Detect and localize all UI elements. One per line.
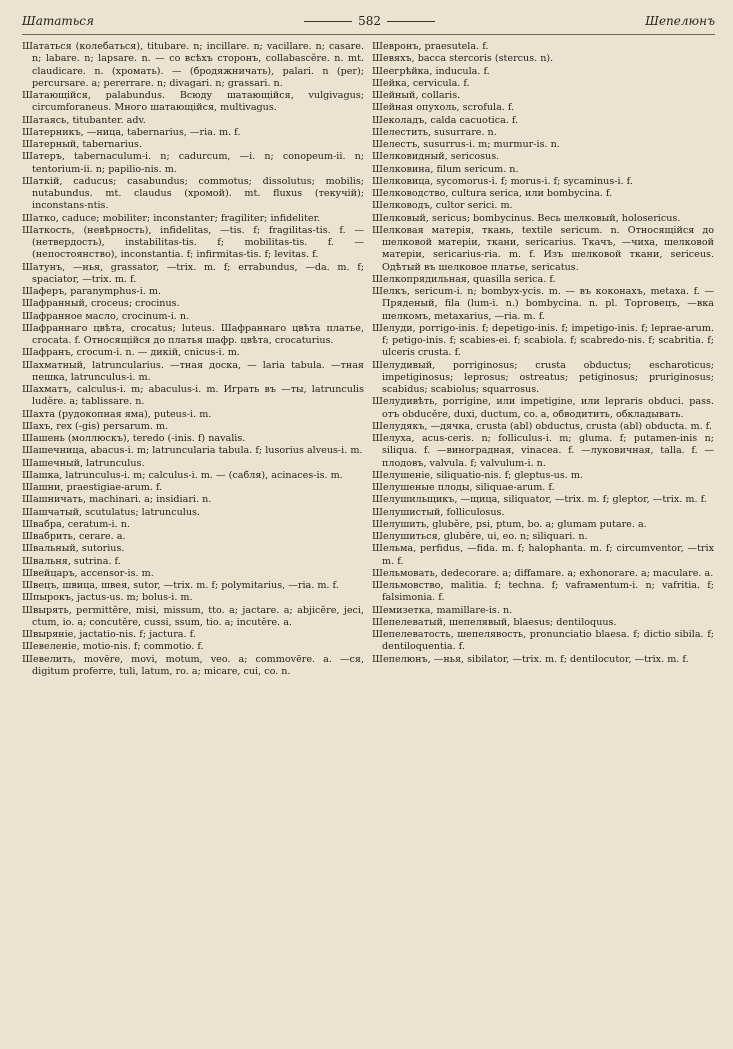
dictionary-entry: Шевяхъ, bacca stercoris (stercus. n).: [372, 53, 554, 65]
dictionary-entry: Шелестъ, susurrus-i. m; murmur-is. n.: [372, 139, 560, 150]
dictionary-entry: Шатерникъ, —ница, tabernarius, —ria. m. f.: [22, 126, 241, 138]
page-header: [22, 8, 715, 35]
dictionary-entry: Шелушистый, folliculosus.: [372, 506, 505, 518]
header-rule-left: [304, 21, 352, 22]
dictionary-entry: Шелушильщикъ, —щица, siliquator, —trix. m. f; gleptor, —trix. m. f.: [372, 494, 707, 506]
dictionary-entry: Швырять, permittĕre, misi, missum, tto. a; jactare. a; abjicĕre, jeci, ctum, io. a; concutĕre, cussi, ssum, tio. a; incutĕre. a.: [22, 604, 364, 628]
dictionary-entry: Шашни, praestigiae-arum. f.: [22, 482, 163, 493]
dictionary-entry: Шататься (колебаться), titubare. n; incillare. n; vacillare. n; casare. n; labare. n; lapsare. n. — со всѣхъ сторонъ, collabascĕre. n. mt. claudicare. n. (хромать). — (бродяжничать), palari. n (per); percursare. a; pererrare. n; divagari. n; grassari. n.: [22, 41, 364, 89]
dictionary-entry: Шелушеные плоды, siliquae-arum. f.: [372, 482, 555, 493]
dictionary-entry: Шейный, collaris.: [372, 90, 461, 101]
dictionary-entry: Шепелеватый, шепелявый, blaesus; dentiloquus.: [372, 616, 617, 628]
dictionary-entry: Шелудивый, porriginosus; crusta obductus; escharoticus; impetiginosus; leprosus; ostreatus; petiginosus; pruriginosus; scabidus; scabiolus; squarrosus.: [372, 359, 714, 395]
dictionary-entry: Шельмовать, dedecorare. a; diffamare. a; exhonorare. a; maculare. a.: [372, 567, 714, 579]
dictionary-entry: Шатерный, tabernarius.: [22, 139, 143, 150]
dictionary-entry: Шелкъ, sericum-i. n; bombyx-ycis. m. — въ коконахъ, metaxa. f. — Пряденый, fila (lum-i. n.) bombycina. n. pl. Торговецъ, —вка шелкомъ, metaxarius, —ria. m. f.: [372, 286, 714, 322]
dictionary-entry: Шафранный, croceus; crocinus.: [22, 298, 180, 310]
dictionary-entry: Швальня, sutrina. f.: [22, 555, 121, 567]
dictionary-entry: Шелудивѣть, porrigine, или impetigine, или lepraris obduci. pass. отъ obducĕre, duxi, ductum, co. a, обводитить, обкладывать.: [372, 396, 714, 420]
dictionary-entry: Шелуди, porrigo-inis. f; depetigo-inis. f; impetigo-inis. f; leprae-arum. f; petigo-inis. f; scabies-ei. f; scabiola. f; scabredo-nis. f; scabritia. f; ulceris crusta. f.: [372, 322, 714, 359]
dictionary-entry: Шейная опухоль, scrofula. f.: [372, 102, 515, 114]
dictionary-entry: Шелковица, sycomorus-i. f; morus-i. f; sycaminus-i. f.: [372, 175, 633, 187]
dictionary-entry: Шельма, perfidus, —fida. m. f; halophanta. m. f; circumventor, —trix m. f.: [372, 543, 714, 567]
dictionary-entry: Шафраннаго цвѣта, crocatus; luteus. Шафраннаго цвѣта платье, crocata. f. Относящійся до платья шафр. цвѣта, crocaturius.: [22, 322, 364, 346]
dictionary-entry: Шафранное масло, crocinum-i. n.: [22, 310, 190, 322]
dictionary-entry: Швыряніе, jactatio-nis. f; jactura. f.: [22, 629, 196, 640]
dictionary-entry: Шелкопрядильная, quasilla serica. f.: [372, 273, 556, 285]
dictionary-entry: Шельмовство, malitia. f; techna. f; vafrамentum-i. n; vafritia. f; falsimonia. f.: [372, 580, 714, 604]
dictionary-entry: Шаферъ, paranymphus-i. m.: [22, 286, 162, 297]
dictionary-entry: Шелушеніе, siliquatio-nis. f; gleptus-us. m.: [372, 469, 583, 481]
dictionary-entry: Шахта (рудокопная яма), puteus-i. m.: [22, 408, 212, 420]
dictionary-entry: Шатунъ, —нья, grassator, —trix. m. f; errabundus, —da. m. f; spaciator, —trix. m. f.: [22, 261, 364, 285]
dictionary-entry: Шашень (моллюскъ), teredo (-inis. f) navalis.: [22, 433, 246, 444]
dictionary-entry: Шелковина, filum sericum. n.: [372, 163, 519, 175]
dictionary-entry: Шемизетка, mamillare-is. n.: [372, 604, 513, 616]
dictionary-entry: Шелудякъ, —дячка, crusta (abl) obductus, crusta (abl) obducta. m. f.: [372, 420, 712, 432]
dictionary-entry: Шевронъ, praesutela. f.: [372, 41, 489, 52]
dictionary-entry: Швейцаръ, accensor-is. m.: [22, 567, 154, 579]
left-column: [22, 41, 364, 678]
dictionary-entry: Шеколадъ, calda cacuotica. f.: [372, 114, 519, 126]
dictionary-entry: Шаткость, (невѣрность), infidelitas, —tis. f; fragilitas-tis. f. — (нетвердость), instabilitas-tis. f; mobilitas-tis. f. — (непостоянство), inconstantia. f; infirmitas-tis. f; levitas. f.: [22, 224, 364, 261]
dictionary-entry: Шелуха, acus-ceris. n; folliculus-i. m; gluma. f; putamen-inis n; siliqua. f. —виноградная, vinacea. f. —луковичная, talla. f. —плодовъ, valvula. f; valvulum-i. n.: [372, 433, 714, 469]
dictionary-entry: Шепелюнъ, —нья, sibilator, —trix. m. f; dentilocutor, —trix. m. f.: [372, 653, 689, 665]
dictionary-entry: Швальный, sutorius.: [22, 543, 125, 555]
dictionary-entry: Шелковая матерія, ткань, textile sericum. n. Относящійся до шелковой матеріи, ткани, sericarius. Ткачъ, —чиха, шелковой матеріи, sericarius-ria. m. f. Изъ шелковой ткани, sericeus. Одѣтый въ шелковое платье, sericatus.: [372, 224, 714, 273]
header-rule-right: [387, 21, 435, 22]
dictionary-entry: Шашечный, latrunculus.: [22, 457, 145, 469]
dictionary-entry: Швабрить, cerare. a.: [22, 531, 126, 542]
dictionary-entry: Шевеленіе, motio-nis. f; commotio. f.: [22, 641, 204, 653]
dictionary-entry: Шелковый, sericus; bombycinus. Весь шелковый, holosericus.: [372, 212, 681, 224]
dictionary-entry: Шелковидный, sericosus.: [372, 151, 500, 163]
dictionary-entry: Шашничать, machinari. a; insidiari. n.: [22, 494, 212, 506]
dictionary-entry: Швецъ, швица, швея, sutor, —trix. m. f; polymitarius, —ria. m. f.: [22, 580, 339, 591]
dictionary-entry: Шашчатый, scutulatus; latrunculus.: [22, 506, 200, 518]
dictionary-entry: Шейка, cervicula. f.: [372, 77, 470, 89]
dictionary-entry: Шевелить, movēre, movi, motum, veo. a; commovēre. a. —ся, digitum proferre, tuli, latum, ro. a; micare, cui, co. n.: [22, 653, 364, 677]
dictionary-entry: Шахъ, rex (-gis) persarum. m.: [22, 420, 169, 432]
dictionary-entry: Шатающійся, palabundus. Всюду шатающійся, vulgivagus; circumforaneus. Много шатающійся, multivagus.: [22, 90, 364, 114]
dictionary-entry: Шпырокъ, jactus-us. m; bolus-i. m.: [22, 592, 193, 604]
dictionary-entry: Шашечница, abacus-i. m; latruncularia tabula. f; lusorius alveus-i. m.: [22, 445, 363, 457]
dictionary-entry: Шахматный, latruncularius. —тная доска, — laria tabula. —тная пешка, latrunculus-i. m.: [22, 359, 364, 383]
page-number: 582: [358, 14, 382, 28]
dictionary-entry: Шелушить, glubĕre, psi, ptum, bo. a; glumam putare. a.: [372, 518, 647, 530]
dictionary-entry: Шатко, caduce; mobiliter; inconstanter; fragiliter; infideliter.: [22, 212, 321, 224]
dictionary-entry: Шелководъ, cultor serici. m.: [372, 200, 513, 212]
dictionary-entry: Шахматъ, calculus-i. m; abaculus-i. m. Играть въ —ты, latrunculis ludĕre. a; tablissare. n.: [22, 384, 364, 408]
columns: [22, 41, 715, 678]
dictionary-entry: Шелушиться, glubĕre, ui, eo. n; siliquari. n.: [372, 531, 588, 542]
dictionary-entry: Шатеръ, tabernaculum-i. n; cadurcum, —i. n; conopeum-ii. n; tentorium-ii. n; papilio-nis. m.: [22, 151, 364, 175]
header-right-guideword: Шепелюнъ: [645, 14, 715, 28]
right-column: [372, 41, 714, 678]
header-left-guideword: Шататься: [22, 14, 94, 28]
dictionary-entry: Шаткій, caducus; casabundus; commotus; dissolutus; mobilis; nutabundus. mt. claudus (хромой). mt. fluxus (текучій); inconstans-ntis.: [22, 175, 364, 212]
dictionary-entry: Шафранъ, crocum-i. n. — дикій, cnicus-i. m.: [22, 347, 240, 359]
dictionary-entry: Шепелеватость, шепелявость, pronunciatio blaesa. f; dictio sibila. f; dentiloquentia. f.: [372, 629, 714, 653]
page-number-block: [304, 14, 435, 28]
dictionary-entry: Шеегрѣйка, inducula. f.: [372, 65, 490, 77]
dictionary-entry: Шашка, latrunculus-i. m; calculus-i. m. — (сабля), acinaces-is. m.: [22, 469, 343, 481]
dictionary-entry: Шатаясь, titubanter. adv.: [22, 114, 146, 126]
dictionary-entry: Шелководство, cultura serica, или bombycina. f.: [372, 188, 613, 199]
dictionary-entry: Швабра, ceratum-i. n.: [22, 518, 130, 530]
dictionary-entry: Шелестить, susurrare. n.: [372, 126, 497, 138]
